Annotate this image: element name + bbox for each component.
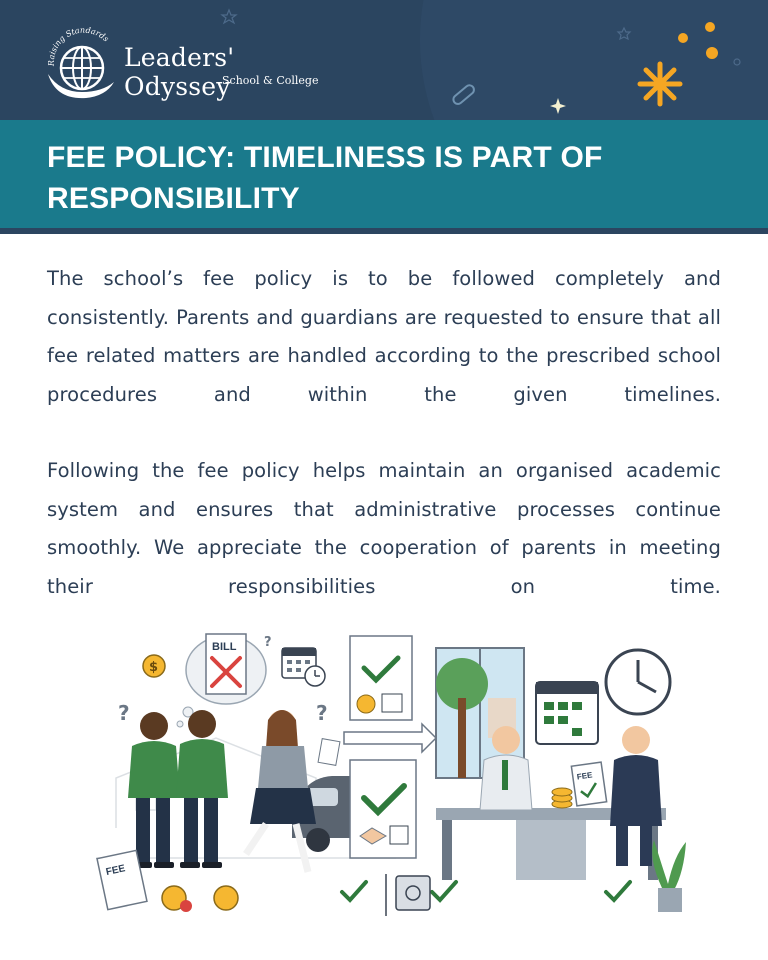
document-check-1 — [350, 636, 412, 720]
fee-label-right: FEE — [576, 770, 593, 782]
arrow-right-icon — [344, 724, 436, 752]
fee-label-left: FEE — [104, 863, 127, 879]
fee-illustration — [96, 628, 688, 928]
title-band-underline — [0, 228, 768, 234]
bill-label: BILL — [212, 641, 237, 653]
document-check-2 — [350, 760, 416, 858]
clock-icon — [606, 650, 670, 714]
brand-subtitle: School & College — [222, 74, 319, 87]
svg-text:?: ? — [316, 701, 328, 725]
school-logo — [44, 26, 344, 102]
coin-icon — [143, 655, 165, 677]
paragraph-2: Following the fee policy helps maintain an organised academic system and ensures that administrative processes continue smoothly. We appreciate the cooperation of parents in meeting their responsibilities on time. — [47, 459, 721, 598]
sparkle-burst-icon — [640, 64, 680, 104]
fee-slip-right — [571, 762, 606, 806]
check-icon — [342, 882, 630, 900]
calendar-icon — [536, 682, 598, 744]
student-boy-2 — [176, 710, 228, 868]
paragraph-1: The school’s fee policy is to be followed completely and consistently. Parents and guardians are requested to ensure that all fee related matters are handled according to the prescribed school procedures and within the given timelines. — [47, 267, 721, 406]
thought-cloud — [177, 634, 266, 727]
plant-icon — [652, 840, 686, 912]
safe-icon — [396, 876, 430, 910]
motto-text: Raising Standards — [46, 26, 111, 67]
globe-icon — [44, 26, 120, 102]
svg-text:$: $ — [149, 660, 159, 675]
page-title: FEE POLICY: TIMELINESS IS PART OF RESPONSIBILITY — [47, 141, 603, 215]
star-outline-icon — [222, 10, 236, 23]
student-boy-1 — [128, 712, 180, 868]
broken-coin-icon — [162, 886, 238, 912]
svg-text:?: ? — [118, 701, 130, 725]
svg-text:?: ? — [264, 635, 272, 650]
header-banner — [0, 0, 768, 120]
clock-icon — [305, 666, 325, 686]
brand-name: Leaders' Odyssey — [124, 43, 235, 101]
coin-stack-icon — [552, 788, 572, 808]
